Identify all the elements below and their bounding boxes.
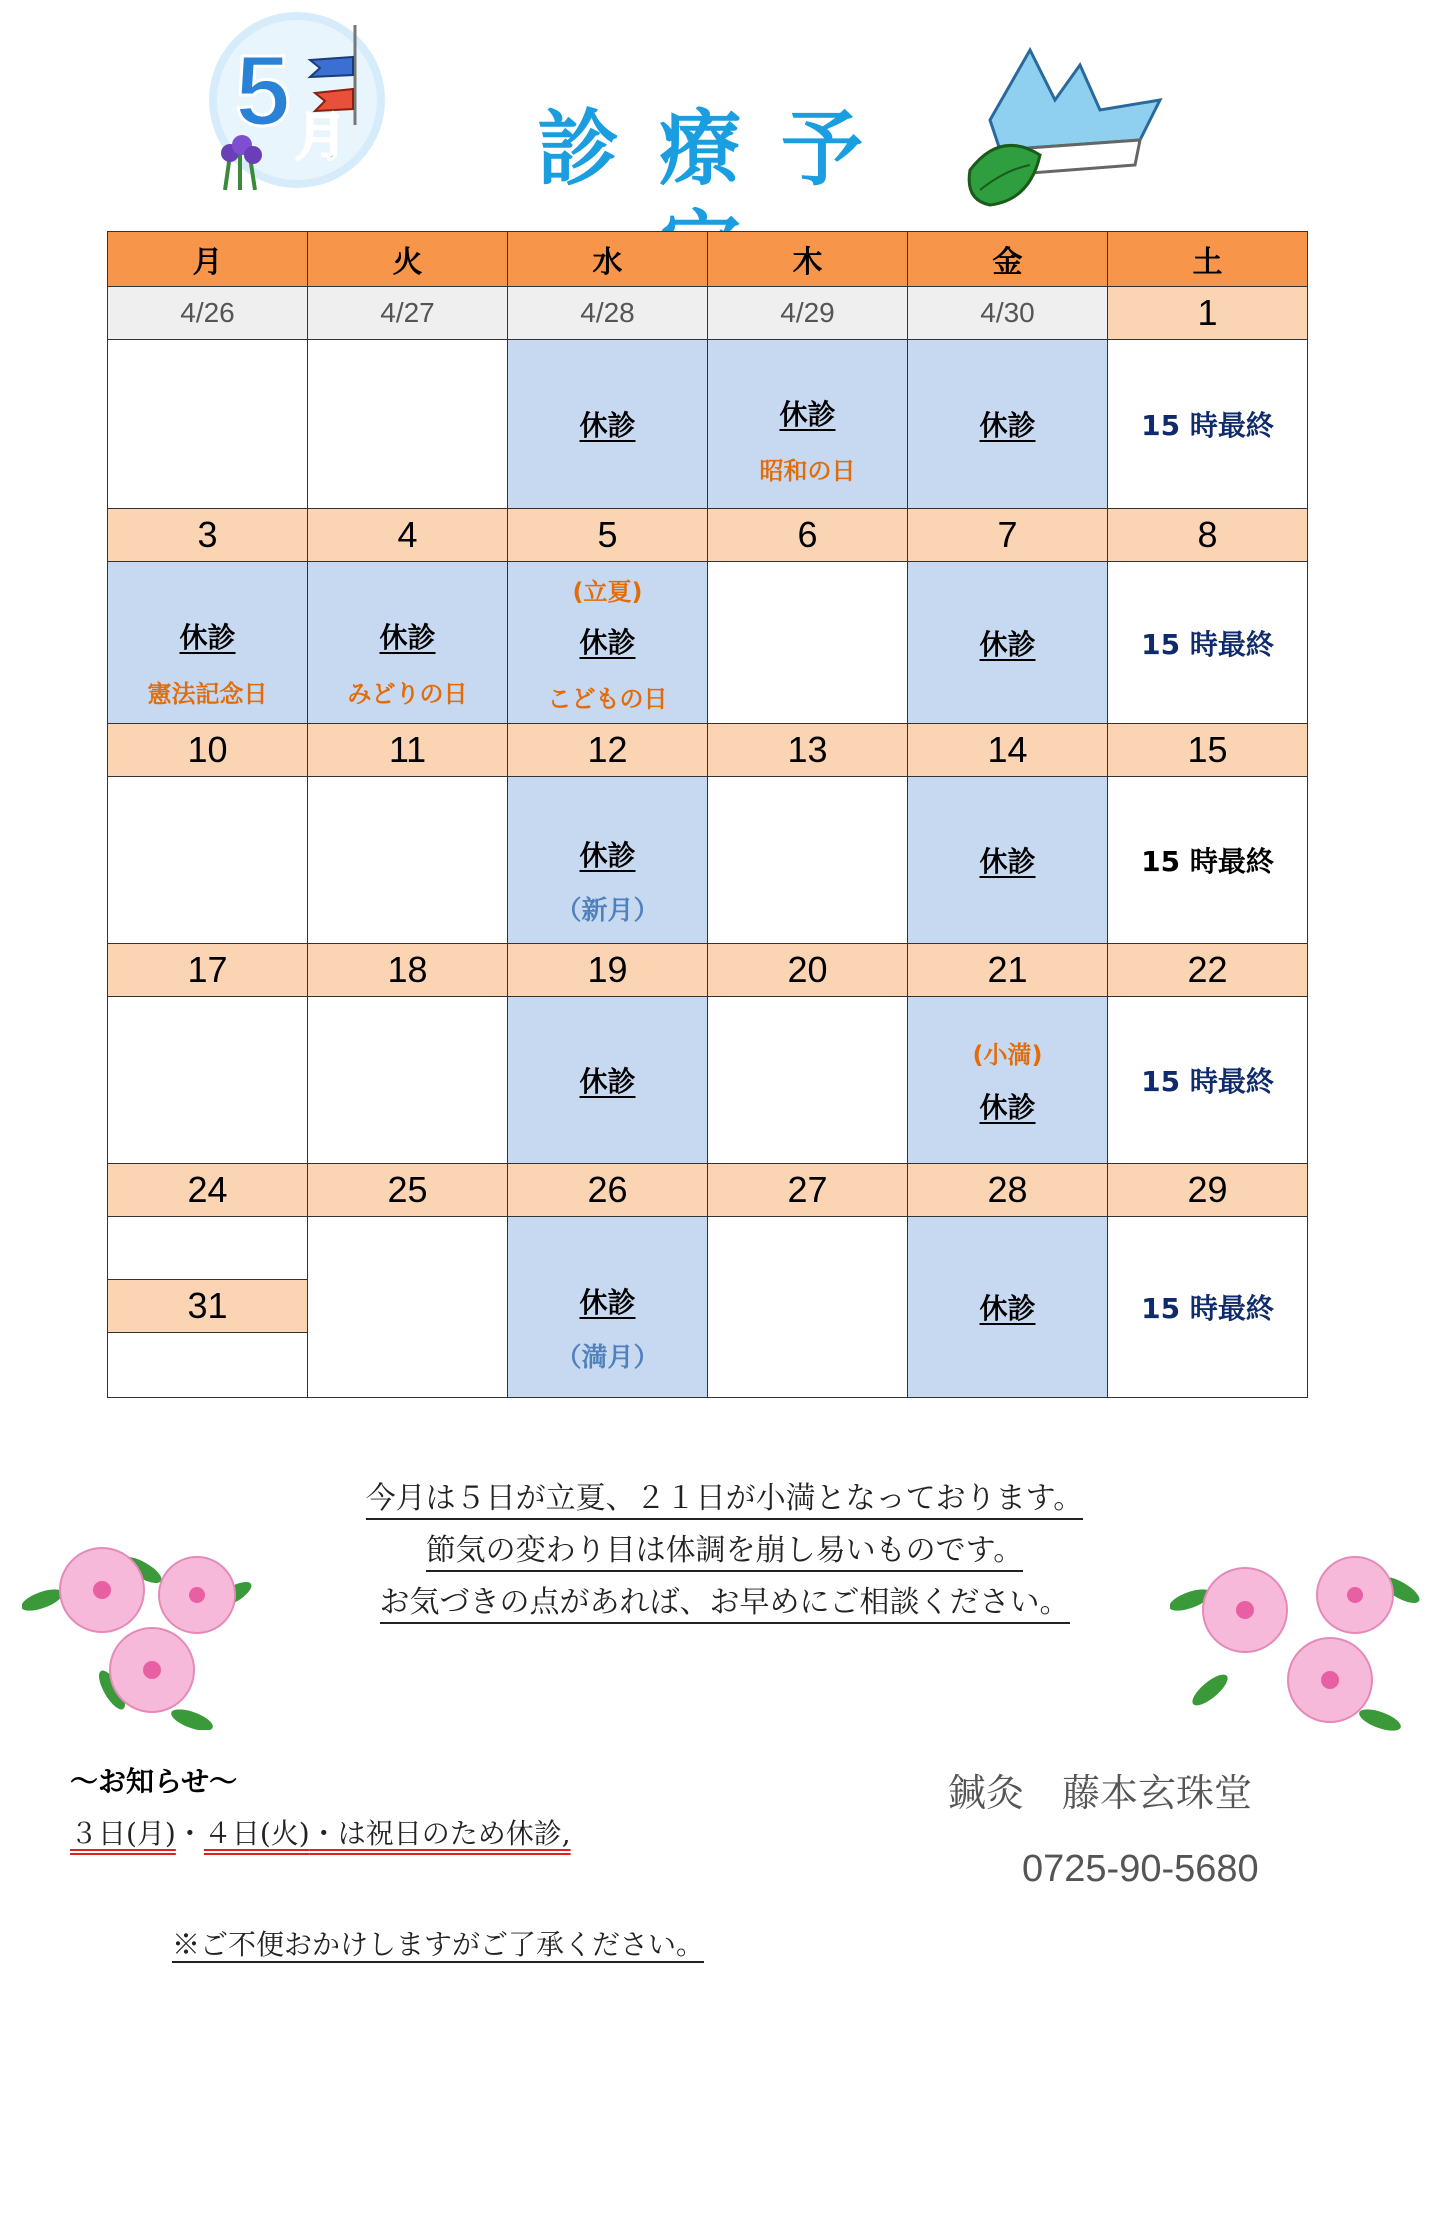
day-cell-closed [508,1217,708,1398]
day-cell [1108,1217,1308,1398]
day-cell [1108,562,1308,724]
holiday-label: みどりの日 [347,680,468,708]
weekday-tue: 火 [308,232,508,287]
date-cell-extra: 31 [108,1280,307,1333]
closed-label: 休診 [579,838,636,872]
closed-label: 休診 [979,627,1036,661]
day-cell-closed [508,562,708,724]
may-badge [205,5,390,200]
status-row [108,777,1308,944]
day-cell-top [108,1217,307,1280]
date-cell: 7 [908,509,1108,562]
message-line-1: 今月は５日が立夏、２１日が小満となっております。 [0,1473,1449,1517]
closed-label: 休診 [979,409,1036,442]
date-cell: 28 [908,1164,1108,1217]
page-title: 診療予 [470,100,950,304]
status-row [108,340,1308,509]
holiday-label: 昭和の日 [759,456,856,485]
date-cell: 4 [308,509,508,562]
moon-phase-label: （満月） [555,1342,660,1373]
day-cell [308,1217,508,1398]
day-cell-closed [908,562,1108,724]
kashiwa-leaf-icon [969,145,1040,205]
date-cell: 10 [108,724,308,777]
last-reception-label: 15 時最終 [1141,409,1274,442]
date-row [108,509,1308,562]
clinic-name: 鍼灸 藤本玄珠堂 [948,1771,1253,1815]
day-cell [308,997,508,1164]
clinic-phone: 0725-90-5680 [1022,1848,1259,1890]
closed-label: 休診 [579,625,636,659]
holiday-label: こどもの日 [547,684,668,713]
weekday-wed: 水 [508,232,708,287]
solar-term-label: (小満) [972,1040,1043,1069]
svg-text:5: 5 [235,35,291,147]
date-cell: 12 [508,724,708,777]
date-cell: 24 [108,1164,308,1217]
date-row [108,724,1308,777]
day-cell-closed [108,562,308,724]
day-cell [108,777,308,944]
date-row [108,944,1308,997]
date-cell: 13 [708,724,908,777]
notice-day-1: ３日(月) [70,1817,176,1850]
closed-label: 休診 [979,845,1036,878]
last-reception-label: 15 時最終 [1141,845,1274,878]
day-cell [108,340,308,509]
date-cell: 14 [908,724,1108,777]
last-reception-label: 15 時最終 [1141,627,1274,661]
day-cell [708,562,908,724]
weekday-mon: 月 [108,232,308,287]
day-cell [1108,777,1308,944]
date-cell: 17 [108,944,308,997]
calendar-table [107,231,1308,1398]
date-cell: 8 [1108,509,1308,562]
status-row [108,562,1308,724]
day-cell-closed [508,340,708,509]
day-cell [308,777,508,944]
day-cell-closed [908,997,1108,1164]
closed-label: 休診 [179,621,236,654]
schedule-calendar [107,231,1308,1398]
closed-label: 休診 [979,1292,1036,1325]
date-cell: 18 [308,944,508,997]
notice-separator: ・ [175,1817,204,1850]
day-cell [1108,340,1308,509]
closed-label: 休診 [579,1065,636,1098]
title-wrap [470,100,950,200]
last-reception-label: 15 時最終 [1141,1292,1274,1325]
date-cell: 27 [708,1164,908,1217]
date-cell: 4/27 [308,287,508,340]
closed-label: 休診 [779,397,836,431]
kabuto-icon [960,40,1170,210]
last-reception-label: 15 時最終 [1141,1065,1274,1098]
svg-text:月: 月 [295,108,348,168]
azalea-flower-icon [1170,1540,1420,1740]
date-cell: 4/26 [108,287,308,340]
day-cell [1108,997,1308,1164]
notice-title: ～お知らせ～ [70,1765,238,1798]
day-cell-closed [908,340,1108,509]
weekday-header-row [108,232,1308,287]
day-cell-closed [308,562,508,724]
date-cell: 21 [908,944,1108,997]
message-line-3: お気づきの点があれば、お早めにご相談ください。 [0,1577,1449,1621]
message-line-2: 節気の変わり目は体調を崩し易いものです。 [0,1525,1449,1569]
date-cell: 11 [308,724,508,777]
closed-label: 休診 [979,1090,1036,1124]
date-cell: 5 [508,509,708,562]
date-cell: 29 [1108,1164,1308,1217]
day-cell [308,340,508,509]
date-cell: 4/29 [708,287,908,340]
notice-rest: ・は祝日のため休診, [309,1817,571,1850]
solar-term-label: (立夏) [572,577,643,606]
date-cell: 1 [1108,287,1308,340]
day-cell [708,777,908,944]
closed-label: 休診 [579,1285,636,1319]
day-cell [108,997,308,1164]
date-cell: 6 [708,509,908,562]
date-cell: 4/30 [908,287,1108,340]
azalea-flower-icon [22,1530,252,1730]
date-cell: 25 [308,1164,508,1217]
day-cell [708,1217,908,1398]
day-cell [708,997,908,1164]
closed-label: 休診 [579,409,636,442]
moon-phase-label: （新月） [555,895,660,926]
day-cell-closed [708,340,908,509]
date-cell: 3 [108,509,308,562]
date-cell: 20 [708,944,908,997]
day-cell-closed [508,997,708,1164]
date-cell: 26 [508,1164,708,1217]
weekday-sat: 土 [1108,232,1308,287]
date-cell: 19 [508,944,708,997]
status-row [108,997,1308,1164]
notice-apology: ※ご不便おかけしますがご了承ください。 [172,1928,705,1961]
date-cell: 22 [1108,944,1308,997]
status-row [108,1217,1308,1398]
date-cell: 15 [1108,724,1308,777]
day-cell-closed [908,1217,1108,1398]
day-cell-split [108,1217,308,1398]
weekday-fri: 金 [908,232,1108,287]
date-row [108,287,1308,340]
date-row [108,1164,1308,1217]
holiday-label: 憲法記念日 [147,680,268,708]
day-cell-closed [908,777,1108,944]
closed-label: 休診 [379,621,436,654]
notice-closed-days [70,1812,571,1852]
notice-day-2: ４日(火) [203,1817,310,1850]
weekday-thu: 木 [708,232,908,287]
date-cell: 4/28 [508,287,708,340]
day-cell-closed [508,777,708,944]
